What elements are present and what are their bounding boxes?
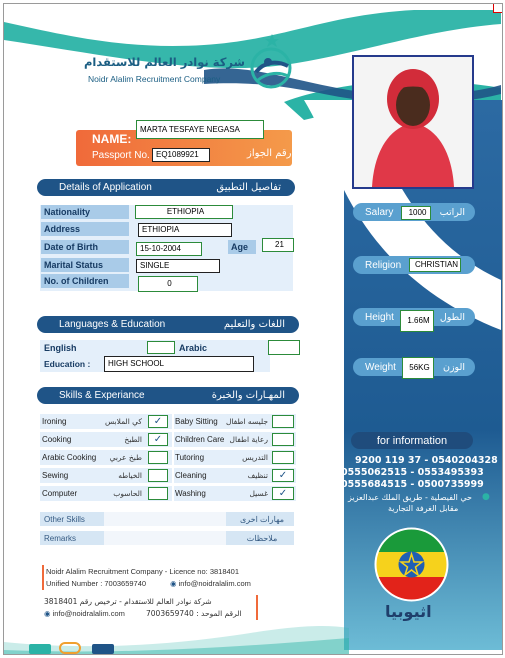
other-skills-field[interactable] [104, 512, 226, 526]
religion-field: CHRISTIAN [409, 258, 461, 272]
skill-label: Children Care [175, 435, 225, 444]
skill-checkbox[interactable] [148, 487, 168, 500]
skill-label: Baby Sitting [175, 417, 218, 426]
salary-label-ar: الراتب [439, 206, 465, 218]
footer-wave [4, 620, 349, 655]
education-field: HIGH SCHOOL [104, 356, 254, 372]
skill-checkbox[interactable]: ✓ [148, 433, 168, 446]
company-logo [244, 32, 299, 90]
skill-checkbox[interactable] [272, 415, 294, 428]
cv-page [3, 3, 503, 655]
skill-label-ar: جليسه اطفال [225, 417, 268, 426]
english-checkbox[interactable] [147, 341, 175, 354]
skill-label: Cleaning [175, 471, 207, 480]
partner-logo-1 [29, 644, 51, 654]
company-name-ar: شركة نوادر العالم للاستقدام [84, 55, 245, 69]
address-field: ETHIOPIA [138, 223, 232, 237]
skill-label: Tutoring [175, 453, 205, 462]
skill-label: Computer [42, 489, 78, 498]
skill-label-ar: طبخ عربي [109, 453, 142, 462]
skill-checkbox[interactable] [148, 469, 168, 482]
company-name-en: Noidr Alalim Recruitment Company [88, 74, 221, 84]
salary-field: 1000 [401, 206, 431, 220]
footer-email-text: info@noidralalim.com [178, 579, 251, 588]
dob-field: 15-10-2004 [136, 242, 202, 256]
skill-checkbox[interactable] [148, 451, 168, 464]
page-corner [493, 4, 502, 13]
skill-checkbox[interactable] [272, 451, 294, 464]
height-label: Height [365, 311, 394, 323]
languages-title-ar: اللغات والتعليم [223, 319, 285, 330]
name-label: NAME: [92, 132, 132, 146]
skill-checkbox[interactable]: ✓ [272, 469, 294, 482]
footer-unified-ar: الرقم الموحد : 7003659740 [146, 609, 242, 618]
details-title-ar: تفاصيل التطبيق [216, 182, 281, 193]
weight-label-ar: الوزن [442, 361, 465, 373]
skill-label-ar: رعاية اطفال [229, 435, 268, 444]
other-skills-label: Other Skills [40, 512, 104, 526]
age-label: Age [228, 240, 256, 254]
remarks-label-ar: ملاحظات [226, 531, 294, 545]
weight-label: Weight [365, 361, 396, 373]
footer-email-en [170, 579, 251, 588]
marital-label: Marital Status [41, 258, 129, 272]
footer-accent-1 [42, 565, 44, 590]
nationality-label: Nationality [41, 205, 129, 219]
skill-label-ar: غسيل [249, 489, 268, 498]
skill-label-ar: الطبخ [124, 435, 142, 444]
phone-line-2: 0555062515 - 0553495393 [341, 467, 484, 478]
languages-title: Languages & Education [59, 319, 166, 330]
skills-header [37, 387, 299, 404]
candidate-photo [352, 55, 474, 189]
skills-title: Skills & Experiance [59, 390, 145, 401]
languages-header [37, 316, 299, 333]
skill-label: Sewing [42, 471, 69, 480]
skill-checkbox[interactable]: ✓ [148, 415, 168, 428]
footer-accent-2 [256, 595, 258, 620]
country-name-ar: اثيوبيا [385, 602, 432, 621]
partner-logo-3 [92, 644, 114, 654]
skill-label-ar: الحاسوب [113, 489, 142, 498]
passport-label-ar: رقم الجواز [247, 148, 292, 159]
footer-line-en: Noidr Alalim Recruitment Company - Licence no: 3818401 [46, 567, 240, 576]
skill-label-ar: كي الملابس [104, 417, 142, 426]
skill-label: Washing [175, 489, 206, 498]
weight-field: 56KG [402, 357, 434, 379]
salary-label: Salary [365, 206, 394, 218]
skill-label: Arabic Cooking [42, 453, 97, 462]
skill-checkbox[interactable] [272, 433, 294, 446]
email-icon-2: ◉ [44, 609, 51, 618]
remarks-field[interactable] [104, 531, 226, 545]
footer-email-2 [44, 609, 125, 618]
religion-label: Religion [365, 259, 402, 271]
footer-line-ar: شركة نوادر العالم للاستقدام - ترخيص رقم 3818401 [44, 597, 212, 606]
skills-title-ar: المهـارات والخبرة [211, 390, 285, 401]
arabic-checkbox[interactable] [268, 340, 300, 355]
height-field: 1.66M [400, 310, 434, 332]
nationality-field: ETHIOPIA [135, 205, 233, 219]
other-skills-label-ar: مهارات اخرى [226, 512, 294, 526]
skill-label-ar: الخياطه [118, 471, 142, 480]
phone-line-3: 0555684515 - 0500735999 [341, 479, 484, 490]
english-label: English [44, 343, 77, 353]
partner-logo-2 [59, 642, 81, 654]
footer-unified-en: Unified Number : 7003659740 [46, 579, 147, 588]
education-label: Education : [44, 359, 91, 369]
passport-field: EQ1089921 [152, 148, 210, 162]
passport-label: Passport No. [92, 150, 150, 161]
email-icon: ◉ [170, 579, 177, 588]
children-label: No. of Children [41, 274, 129, 288]
details-title: Details of Application [59, 182, 152, 193]
remarks-label: Remarks [40, 531, 104, 545]
skill-label: Ironing [42, 417, 67, 426]
location-pin-icon: ● [482, 492, 490, 502]
height-label-ar: الطول [439, 311, 465, 323]
arabic-label: Arabic [179, 343, 208, 353]
children-field: 0 [138, 276, 198, 292]
portrait-image [354, 57, 472, 187]
skill-label-ar: التدريس [242, 453, 268, 462]
footer-email-2-text: info@noidralalim.com [52, 609, 125, 618]
address-label: Address [41, 222, 129, 236]
name-field: MARTA TESFAYE NEGASA [136, 120, 264, 139]
phone-line-1: 9200 119 37 - 0540204328 [355, 455, 498, 466]
age-field: 21 [262, 238, 294, 252]
details-header [37, 179, 295, 196]
skill-label: Cooking [42, 435, 72, 444]
skill-checkbox[interactable]: ✓ [272, 487, 294, 500]
address-line-2: مقابل الغرفة التجارية [388, 504, 459, 513]
ethiopia-flag-icon [374, 527, 449, 602]
marital-field: SINGLE [136, 259, 220, 273]
skill-label-ar: تنظيف [247, 471, 268, 480]
dob-label: Date of Birth [41, 240, 129, 254]
address-line-1: حي الفيصلية - طريق الملك عبدالعزيز [348, 493, 472, 502]
info-header: for information [351, 432, 473, 449]
